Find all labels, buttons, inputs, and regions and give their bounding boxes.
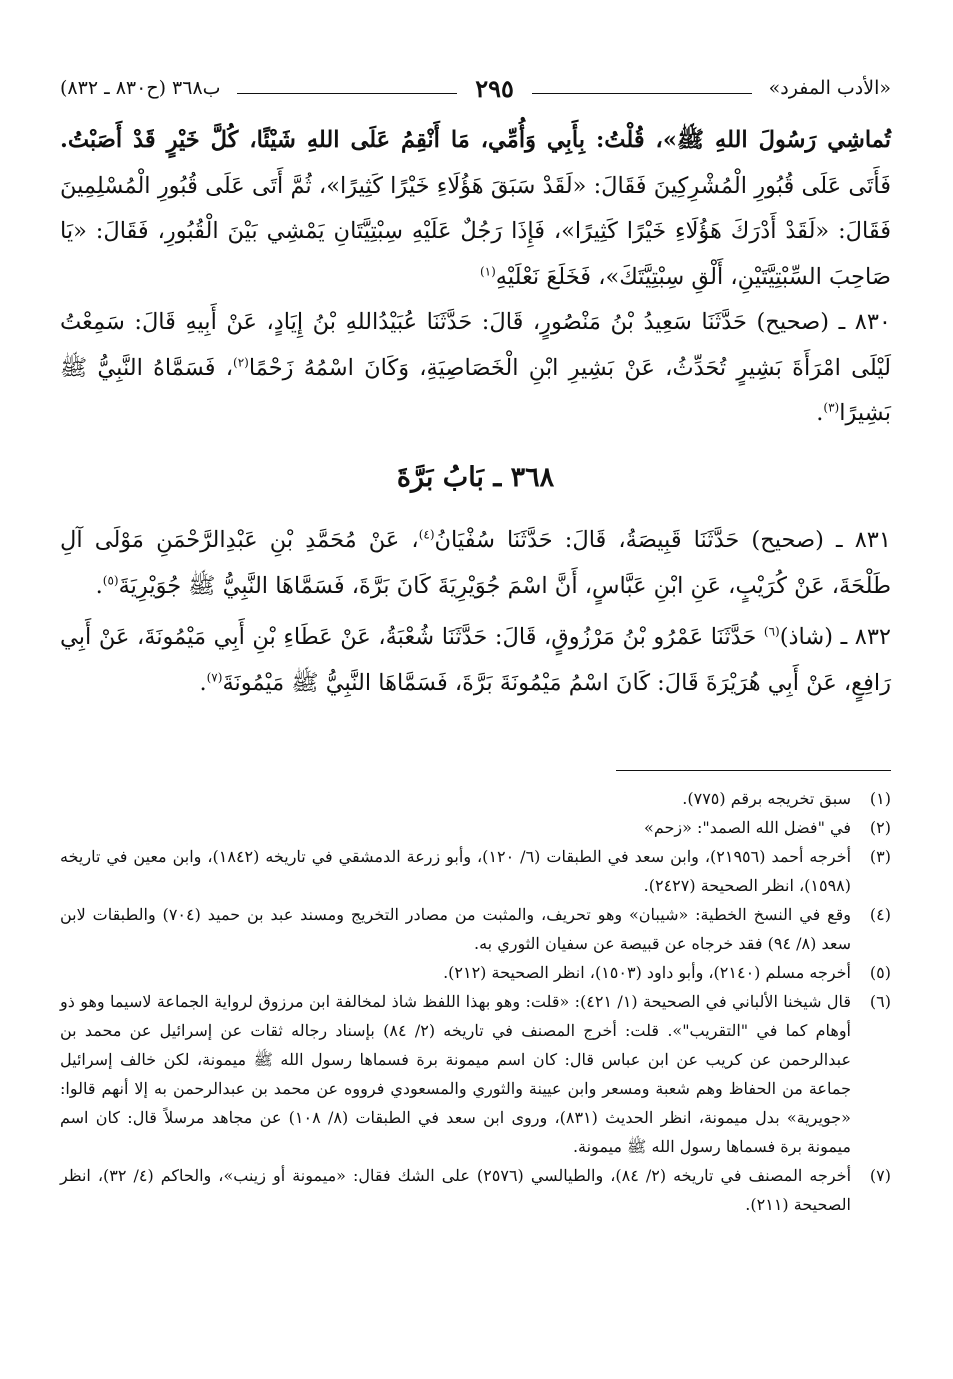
- continuation-line: الْمُسْلِمِينَ فَقَالَ: «لَقَدْ أَدْرَكَ هَؤُلَاءِ خَيْرًا كَثِيرًا»، فَإِذَا رَجُلٌ عَلَيْهِ سِبْتِيَّتَانِ يَمْشِي بَيْنَ: [60, 172, 891, 244]
- hadith-830-text: ٨٣٠ ـ (صحيح) حَدَّثَنَا سَعِيدُ بْنُ مَنْصُورٍ، قَالَ: حَدَّثَنَا عُبَيْدُاللهِ بْنُ إِيَادٍ، عَنْ أَبِيهِ قَالَ: سَمِعْتُ لَيْلَى امْرَأَةَ بَشِيرٍ تُحَدِّثُ، عَنْ بَشِيرِ ابْنِ الْخَصَاصِيَةِ، وَكَانَ اسْمُهُ زَحْمًا: [60, 309, 891, 381]
- footnote-item: [60, 900, 891, 958]
- footnote-number: (١): [869, 789, 891, 808]
- footnote-text: سبق تخريجه برقم (٧٧٥).: [682, 789, 851, 808]
- footnote-number: (٧): [869, 1166, 891, 1185]
- footnote-separator: [616, 770, 891, 771]
- footnote-item: [60, 813, 891, 842]
- hadith-831-end: .: [95, 572, 103, 599]
- page-number-block: [237, 74, 752, 103]
- footnote-text: قال شيخنا الألباني في الصحيحة (١/ ٤٢١): «قلت: وهو بهذا اللفظ شاذ لمخالفة ابن مرزوق لرواية الجماعة لاسيما وهو ذو أوهام كما في "التقريب"». قلت: أخرج المصنف في تاريخه (٢/ ٨٤) بإسناد رجاله ثقات عن إسرائيل عن محمد بن عبدالرحمن عن كريب عن ابن عباس قال: كان اسم ميمونة برة فسماها رسول الله ﷺ ميمونة، لكن خالف إسرائيل جماعة من الحفاظ وهم شعبة ومسعر وابن عيينة والثوري والمسعودي فرووه عن محمد بن عبدالرحمن به إلا أنهم قالوا: «جويرية» بدل ميمونة، انظر الحديث (٨٣١)، وروى ابن سعد في الطبقات (٨/ ١٠٨) عن مجاهد مرسلاً قال: كان اسم ميمونة برة فسماها رسول الله ﷺ ميمونة.: [60, 992, 852, 1156]
- footnote-marker: (٤): [418, 527, 435, 542]
- hadith-832-text-a: ٨٣٢ ـ (شاذ): [779, 624, 891, 650]
- header-rule-left: [237, 93, 457, 94]
- footnote-marker: (١): [479, 264, 496, 278]
- footnote-marker: (٣): [823, 400, 840, 415]
- continuation-paragraph: [60, 118, 891, 300]
- hadith-831-text-b: ، عَنْ مُحَمَّدِ بْنِ عَبْدِالرَّحْمَنِ مَوْلَى آلِ طَلْحَةَ، عَنْ كُرَيْبٍ، عَنِ ابْنِ عَبَّاسٍ، أَنَّ اسْمَ جُوَيْرِيَةَ كَانَ بَرَّةَ، فَسَمَّاهَا النَّبِيُّ ﷺ جُوَيْرِيَةَ: [60, 527, 891, 599]
- hadith-830: [60, 300, 891, 437]
- continuation-line: فَأَتَى عَلَى قُبُورِ الْمُشْرِكِينَ فَقَالَ: «لَقَدْ سَبَقَ هَؤُلَاءِ خَيْرًا كَثِيرًا»، ثُمَّ أَتَى عَلَى قُبُورِ: [157, 172, 891, 199]
- footnote-text: أخرجه مسلم (٢١٤٠)، وأبو داود (١٥٠٣)، انظر الصحيحة (٢١٢).: [443, 963, 851, 982]
- hadith-832-text-b: حَدَّثَنَا عَمْرُو بْنُ مَرْزُوقٍ، قَالَ: حَدَّثَنَا شُعْبَةُ، عَنْ عَطَاءِ بْنِ أَبِي مَيْمُونَةَ، عَنْ أَبِي رَافِعٍ، عَنْ أَبِي هُرَيْرَةَ قَالَ: كَانَ اسْمُ مَيْمُونَةَ بَرَّةَ، فَسَمَّاهَا النَّبِيُّ ﷺ مَيْمُونَةَ: [60, 624, 891, 696]
- footnote-marker: (٦): [763, 624, 780, 639]
- book-title: «الأدب المفرد»: [768, 77, 891, 99]
- footnote-marker: (٥): [102, 573, 119, 587]
- footnote-text: أخرجه المصنف في تاريخه (٢/ ٨٤)، والطيالسي (٢٥٧٦) على الشك فقال: «ميمونة أو زينب»، والحاكم (٤/ ٣٢)، انظر الصحيحة (٢١١).: [60, 1166, 852, 1214]
- footnotes: [60, 784, 891, 1219]
- hadith-830-tail: ، فَسَمَّاهُ النَّبِيُّ ﷺ بَشِيرًا: [60, 354, 891, 426]
- page-number: ٢٩٥: [475, 73, 514, 103]
- continuation-line: تُماشِي رَسُولَ اللهِ ﷺ»، قُلْتُ: بِأَبِي وَأُمِّي، مَا أَنْقِمُ عَلَى اللهِ شَيْئًا، كُلَّ خَيْرٍ قَدْ أَصَبْتُ.: [60, 127, 891, 153]
- footnote-item: [60, 958, 891, 987]
- footnote-item: [60, 1161, 891, 1219]
- footnote-item: [60, 784, 891, 813]
- main-text: [60, 118, 891, 437]
- footnote-number: (٥): [869, 963, 891, 982]
- hadith-832-end: .: [199, 669, 207, 696]
- running-header: [60, 70, 891, 106]
- header-rule-right: [532, 93, 752, 94]
- footnote-item: [60, 842, 891, 900]
- footnote-marker: (٧): [206, 670, 223, 684]
- main-text-continued: [60, 518, 891, 712]
- footnote-number: (٣): [869, 847, 891, 866]
- footnote-marker: (٢): [233, 355, 249, 369]
- footnote-text: وقع في النسخ الخطية: «شيبان» وهو تحريف، والمثبت من مصادر التخريج ومسند عبد بن حميد (٧٠٤) والطبقات لابن سعد (٨/ ٩٤) فقد خرجاه عن قبيصة عن سفيان الثوري به.: [60, 905, 852, 953]
- footnote-text: في "فضل الله الصمد": «زحم»: [644, 818, 851, 837]
- chapter-reference: ب٣٦٨ (ح٨٣٠ ـ ٨٣٢): [60, 77, 221, 99]
- chapter-title: ٣٦٨ ـ بَابُ بَرَّةَ: [396, 462, 555, 493]
- footnote-number: (٢): [869, 818, 891, 837]
- footnote-text: أخرجه أحمد (٢١٩٥٦)، وابن سعد في الطبقات (٦/ ١٢٠)، وأبو زرعة الدمشقي في تاريخه (١٨٤٢)، وابن معين في تاريخه (١٥٩٨)، انظر الصحيحة (٢٤٢٧).: [60, 847, 852, 895]
- hadith-830-end: .: [816, 400, 824, 426]
- footnote-number: (٦): [869, 992, 891, 1011]
- hadith-831-text-a: ٨٣١ ـ (صحيح) حَدَّثَنَا قَبِيصَةُ، قَالَ: حَدَّثَنَا سُفْيَانُ: [434, 527, 891, 553]
- footnote-item: [60, 987, 891, 1161]
- continuation-line: الْقُبُورِ، فَقَالَ: «يَا صَاحِبَ السِّبْتِيَّتَيْنِ، أَلْقِ سِبْتِيَّتَكَ»، فَخَلَعَ نَعْلَيْهِ: [60, 218, 891, 290]
- footnote-number: (٤): [869, 905, 891, 924]
- hadith-832: [60, 615, 891, 706]
- hadith-831: [60, 518, 891, 609]
